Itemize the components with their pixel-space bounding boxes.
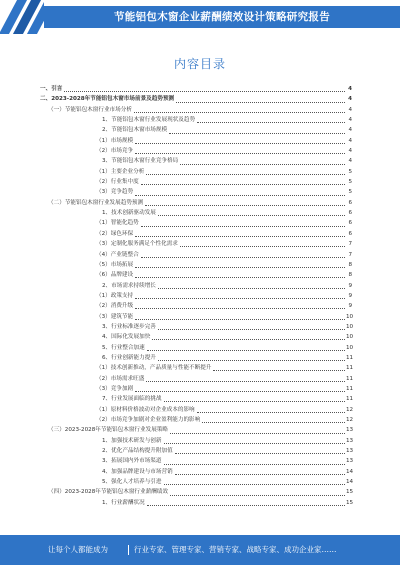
toc-entry[interactable] (40, 487, 352, 497)
toc-entry-text: （一）节能铝包木窗行业市场分析 (48, 106, 132, 113)
toc-leader-dots (135, 190, 345, 196)
toc-leader-dots (135, 386, 345, 392)
toc-page-number: 6 (348, 230, 352, 237)
toc-leader-dots (135, 314, 345, 320)
toc-leader-dots (164, 438, 346, 444)
toc-leader-dots (158, 283, 345, 289)
toc-leader-dots (213, 365, 345, 371)
toc-leader-dots (170, 428, 345, 434)
toc-page-number: 13 (346, 458, 354, 465)
toc-entry-text: （二）节能铝包木窗行业发展趋势预测 (48, 199, 144, 206)
toc-entry-text: （1）政策支持 (96, 292, 134, 299)
toc-page-number: 12 (346, 417, 354, 423)
toc-entry-text: 2、市场需求持续增长 (102, 282, 156, 289)
toc-entry-text: 7、行业发展面临的挑战 (102, 396, 162, 403)
toc-page-number: 6 (348, 199, 352, 206)
toc-entry-text: 4、加强品牌建设与市场营销 (102, 468, 173, 475)
toc-entry[interactable] (40, 146, 352, 156)
toc-entry-text: （3）竞争加剧 (96, 385, 134, 392)
toc-page-number: 10 (346, 334, 354, 341)
toc-leader-dots (135, 148, 345, 154)
toc-entry-text: （3）定制化服务满足个性化需求 (96, 241, 178, 248)
toc-entry-text: （2）市场竞争 (96, 148, 134, 155)
toc-page-number: 4 (348, 96, 352, 103)
toc-page-number: 4 (348, 158, 352, 165)
toc-leader-dots (64, 86, 345, 92)
toc-entry[interactable] (40, 156, 352, 166)
page-footer (0, 535, 400, 565)
toc-page-number: 14 (346, 479, 354, 486)
toc-entry[interactable] (40, 405, 352, 415)
toc-leader-dots (134, 107, 345, 113)
toc-leader-dots (145, 200, 345, 206)
toc-page-number: 5 (348, 189, 352, 196)
page-header (0, 0, 400, 34)
toc-leader-dots (175, 469, 345, 475)
toc-entry[interactable] (40, 281, 352, 291)
toc-entry-text: 3、行业标准逐步完善 (102, 323, 156, 330)
toc-page-number: 5 (348, 179, 352, 186)
toc-entry-text: 2、优化产品结构提升附加值 (102, 448, 173, 455)
toc-page-number: 11 (346, 396, 354, 403)
toc-page-number: 9 (348, 282, 352, 289)
toc-leader-dots (169, 128, 345, 134)
toc-leader-dots (146, 376, 345, 382)
toc-entry-text: （6）品牌建设 (96, 272, 134, 279)
toc-page-number: 10 (346, 323, 354, 330)
toc-leader-dots (164, 396, 346, 402)
toc-entry-text: （5）市场拓展 (96, 261, 134, 268)
toc-page-number: 4 (348, 106, 352, 113)
toc-entry[interactable] (40, 250, 352, 260)
toc-page-number: 4 (348, 137, 352, 144)
toc-leader-dots (135, 293, 345, 299)
toc-leader-dots (135, 262, 345, 268)
toc-leader-dots (141, 252, 345, 258)
toc-entry[interactable] (40, 312, 352, 322)
footer-slogan-left: 让每个人都能成为 (48, 545, 108, 554)
toc-leader-dots (135, 303, 345, 309)
toc-entry[interactable] (40, 84, 352, 94)
toc-entry[interactable] (40, 374, 352, 384)
toc-page-number: 4 (348, 117, 352, 124)
toc-entry-text: （2）消费升级 (96, 303, 134, 310)
toc-entry[interactable] (40, 218, 352, 228)
toc-page-number: 15 (346, 489, 354, 496)
toc-page-number: 8 (348, 272, 352, 279)
toc-page-number: 4 (348, 86, 352, 92)
toc-leader-dots (164, 479, 346, 485)
toc-entry-text: 1、行业薪酬状况 (102, 499, 145, 506)
toc-entry[interactable] (40, 394, 352, 404)
toc-entry[interactable] (40, 363, 352, 373)
toc-page-number: 8 (348, 261, 352, 268)
toc-page-number: 10 (346, 313, 354, 320)
toc-entry[interactable] (40, 239, 352, 249)
toc-entry-text: （3）竞争趋势 (96, 189, 134, 196)
toc-entry[interactable] (40, 167, 352, 177)
toc-page-number: 6 (348, 210, 352, 217)
toc-entry-text: 4、国际化发展加快 (102, 334, 151, 341)
toc-entry[interactable] (40, 467, 352, 477)
toc-page-number: 13 (346, 427, 354, 434)
toc-entry[interactable] (40, 456, 352, 466)
toc-leader-dots (158, 355, 345, 361)
toc-entry[interactable] (40, 301, 352, 311)
toc-page-number: 9 (348, 303, 352, 310)
toc-entry[interactable] (40, 322, 352, 332)
toc-entry[interactable] (40, 260, 352, 270)
toc-entry[interactable] (40, 229, 352, 239)
toc-leader-dots (170, 490, 345, 496)
toc-entry[interactable] (40, 384, 352, 394)
toc-entry[interactable] (40, 446, 352, 456)
toc-page-number: 11 (346, 365, 354, 372)
toc-entry-text: 二、2023-2028年节能铝包木窗市场前景及趋势预测 (40, 96, 175, 103)
toc-page-number: 12 (346, 406, 354, 413)
toc-entry[interactable] (40, 343, 352, 353)
toc-entry-text: 6、行业创新能力提升 (102, 354, 156, 361)
header-band (44, 6, 400, 28)
toc-entry-text: （1）主要企业分析 (96, 168, 145, 175)
toc-entry-text: （1）市场规模 (96, 137, 134, 144)
toc-entry[interactable] (40, 208, 352, 218)
toc-leader-dots (135, 272, 345, 278)
toc-leader-dots (202, 417, 345, 423)
toc-entry[interactable] (40, 270, 352, 280)
toc-page-number: 9 (348, 292, 352, 299)
toc-entry-text: 3、拓展国内外市场渠道 (102, 458, 162, 465)
header-stripe-decoration (0, 0, 44, 34)
toc-page-number: 14 (346, 468, 354, 475)
toc-entry-text: （2）市场需求旺盛 (96, 375, 145, 382)
toc-page-number: 10 (346, 344, 354, 351)
toc-entry[interactable] (40, 436, 352, 446)
toc-leader-dots (180, 159, 345, 165)
toc-entry[interactable] (40, 353, 352, 363)
toc-entry[interactable] (40, 115, 352, 125)
toc-entry[interactable] (40, 198, 352, 208)
toc-entry[interactable] (40, 94, 352, 104)
toc-entry-text: （3）建筑节能 (96, 313, 134, 320)
toc-entry-text: （2）行业集中度 (96, 179, 139, 186)
toc-entry[interactable] (40, 105, 352, 115)
toc-entry-text: （2）绿色环保 (96, 230, 134, 237)
toc-entry-text: （1）原材料价格波动对企业成本的影响 (96, 406, 195, 413)
toc-leader-dots (175, 448, 345, 454)
toc-page-number: 13 (346, 448, 354, 455)
toc-page-number: 4 (348, 127, 352, 134)
toc-leader-dots (135, 138, 345, 144)
table-of-contents (40, 84, 352, 508)
toc-entry-text: （2）市场竞争加剧对企业盈利能力的影响 (96, 417, 201, 423)
toc-entry-text: 1、技术创新驱动发展 (102, 210, 156, 217)
toc-entry[interactable] (40, 425, 352, 435)
toc-page-number: 6 (348, 220, 352, 227)
footer-slogan-right: 行业专家、管理专家、营销专家、战略专家、成功企业家…… (134, 545, 337, 554)
toc-entry-text: 一、引言 (40, 86, 63, 92)
toc-entry[interactable] (40, 291, 352, 301)
toc-leader-dots (197, 117, 345, 123)
toc-leader-dots (147, 500, 345, 506)
toc-entry[interactable] (40, 187, 352, 197)
toc-leader-dots (141, 221, 345, 227)
toc-page-number: 4 (348, 148, 352, 155)
toc-leader-dots (146, 169, 345, 175)
toc-entry-text: （4）产业链整合 (96, 251, 139, 258)
toc-entry-text: 1、加强技术研发与创新 (102, 437, 162, 444)
toc-entry-text: 3、节能铝包木窗行业竞争格局 (102, 158, 179, 165)
toc-page-number: 11 (346, 385, 354, 392)
toc-heading: 内容目录 (173, 57, 226, 71)
toc-leader-dots (180, 241, 345, 247)
toc-page-number: 7 (348, 241, 352, 248)
toc-entry-text: （1）智能化趋势 (96, 220, 139, 227)
toc-leader-dots (158, 324, 345, 330)
toc-leader-dots (176, 97, 345, 103)
toc-entry-text: （1）技术创新推动，产品质量与性能不断提升 (96, 365, 212, 372)
toc-entry-text: （三）2023-2028年节能铝包木窗行业发展策略 (48, 427, 168, 434)
toc-leader-dots (135, 231, 345, 237)
toc-page-number: 7 (348, 251, 352, 258)
toc-page-number: 15 (346, 499, 354, 506)
toc-entry-text: 1、节能铝包木窗行业发展现状及趋势 (102, 117, 196, 124)
toc-page-number: 11 (346, 354, 354, 361)
toc-leader-dots (152, 334, 345, 340)
toc-entry[interactable] (40, 125, 352, 135)
toc-entry[interactable] (40, 177, 352, 187)
toc-entry-text: 2、节能铝包木窗市场规模 (102, 127, 168, 134)
toc-leader-dots (197, 407, 345, 413)
toc-leader-dots (147, 345, 345, 351)
toc-leader-dots (141, 179, 345, 185)
toc-entry-text: （四）2023-2028年节能铝包木窗行业薪酬绩效 (48, 489, 168, 496)
toc-page-number: 13 (346, 437, 354, 444)
footer-divider (128, 545, 129, 555)
toc-entry[interactable] (40, 498, 352, 508)
toc-entry[interactable] (40, 136, 352, 146)
toc-page-number: 5 (348, 168, 352, 175)
toc-leader-dots (158, 210, 345, 216)
toc-leader-dots (164, 459, 346, 465)
toc-entry-text: 5、行业整合加速 (102, 344, 145, 351)
report-title: 节能铝包木窗企业薪酬绩效设计策略研究报告 (114, 11, 330, 23)
toc-page-number: 11 (346, 375, 354, 382)
toc-entry[interactable] (40, 415, 352, 425)
toc-entry[interactable] (40, 332, 352, 342)
toc-entry[interactable] (40, 477, 352, 487)
toc-entry-text: 5、强化人才培养与引进 (102, 479, 162, 486)
